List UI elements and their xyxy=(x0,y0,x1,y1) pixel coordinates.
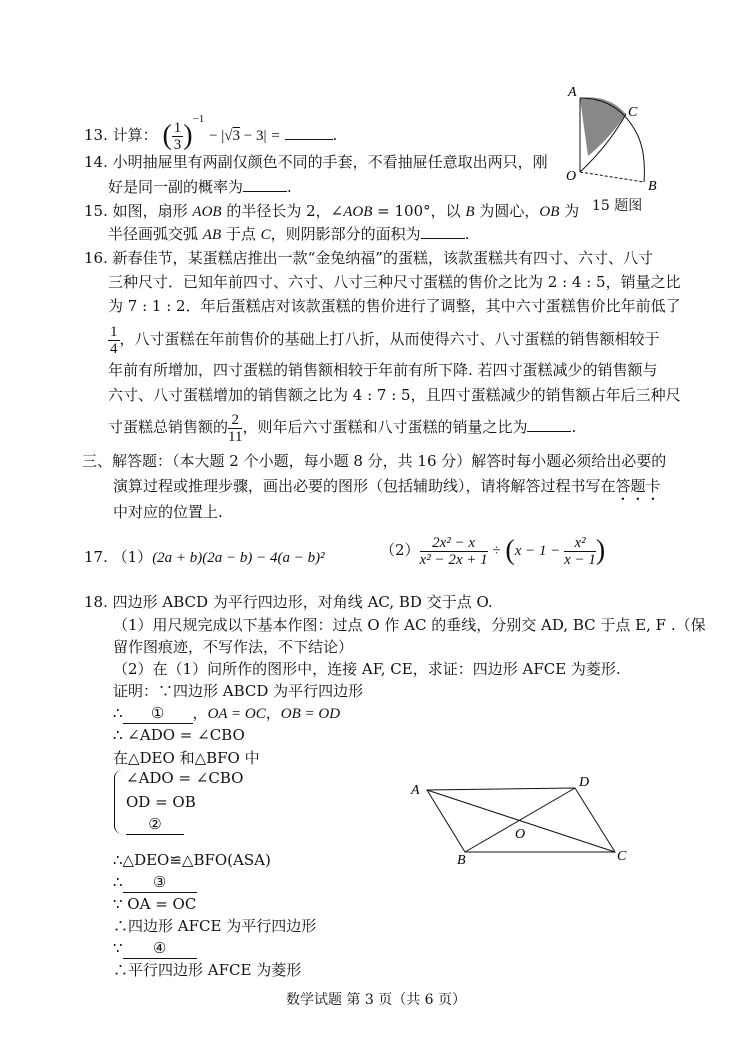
proof-line-7 xyxy=(113,872,197,893)
q15-t4: AOB xyxy=(343,204,373,220)
q18-line1: 18. 四边形 ABCD 为平行四边形，对角线 AC, BD 交于点 O. xyxy=(84,593,493,611)
proof-line-5: OD = OB xyxy=(126,793,196,811)
label-c: C xyxy=(617,849,627,864)
paren-open: ( xyxy=(162,120,172,151)
because-10: ∵ xyxy=(113,939,123,957)
label-b: B xyxy=(457,853,466,865)
division-sign: ÷ xyxy=(492,543,501,559)
q16-line5: 年前有所增加，四寸蛋糕的销售额相较于年前有所下降. 若四寸蛋糕减少的销售额与 xyxy=(108,361,658,379)
segment-ob xyxy=(580,172,644,182)
f1-den: x² − 2x + 1 xyxy=(419,551,488,568)
q17-part2-expression xyxy=(380,530,605,571)
q15-t12: 于点 xyxy=(221,225,261,243)
section-3-line1: 三、解答题：（本大题 2 个小题，每小题 8 分，共 16 分）解答时每小题必须给出必要的 xyxy=(82,452,667,470)
frac2-num: 2 xyxy=(228,412,242,429)
q16-line4-text: ，八寸蛋糕在年前售价的基础上打八折，从而使得六寸、八寸蛋糕的销售额相较于 xyxy=(119,330,660,348)
proof-brace xyxy=(114,770,123,834)
q17-fraction-2 xyxy=(564,535,596,568)
label-o: O xyxy=(566,169,577,184)
q15-end: . xyxy=(464,225,470,243)
figure-18-parallelogram xyxy=(405,770,630,865)
q14-answer-blank xyxy=(243,177,287,192)
q17-number: 17. xyxy=(84,548,108,566)
blank-2: ② xyxy=(126,814,184,835)
section-3-line3: 中对应的位置上. xyxy=(113,503,223,521)
q13-equals: = xyxy=(271,128,280,144)
q16-line7-a: 寸蛋糕总销售额的 xyxy=(108,418,229,436)
proof-line-2: ∴ ∠ADO = ∠CBO xyxy=(113,726,245,744)
proof-line-8: ∵ OA = OC xyxy=(113,895,197,913)
proof-line-6: ∴△DEO≌△BFO(ASA) xyxy=(113,851,271,869)
q15-t5: = 100°，以 xyxy=(372,202,466,220)
proof-line-11: ∴平行四边形 AFCE 为菱形 xyxy=(113,961,302,979)
sec3-line2-emphasis: 答题卡 xyxy=(615,477,661,495)
q17-expr1: (2a + b)(2a − b) − 4(a − b)² xyxy=(152,550,325,566)
q14-text: 好是同一副的概率为 xyxy=(108,178,244,196)
proof-line-10 xyxy=(113,938,197,959)
blank-1: ① xyxy=(123,703,193,724)
proof-line-3: 在△DEO 和△BFO 中 xyxy=(113,749,260,767)
q15-line1 xyxy=(84,201,579,222)
proof-line-4: ∠ADO = ∠CBO xyxy=(126,769,244,787)
label-o: O xyxy=(515,827,526,842)
label-c: C xyxy=(628,105,638,120)
page-footer: 数学试题 第 3 页（共 6 页） xyxy=(285,992,467,1008)
question-17 xyxy=(84,540,325,575)
q14-end: . xyxy=(287,178,292,196)
paren-left: ( xyxy=(505,535,515,566)
sec3-line2-a: 演算过程或推理步骤，画出必要的图形（包括辅助线），请将解答过程书写在 xyxy=(113,477,616,495)
question-13 xyxy=(84,107,337,153)
q16-answer-blank xyxy=(527,417,571,432)
q16-line3: 为 7 : 1 : 2．年后蛋糕店对该款蛋糕的售价进行了调整，其中六寸蛋糕售价比年前低了 xyxy=(108,297,681,315)
diagonal-ac xyxy=(427,790,615,852)
figure-15-sector xyxy=(560,86,670,196)
q15-answer-blank xyxy=(421,224,465,239)
diagonal-bd xyxy=(465,788,575,852)
q15-t9: 为 xyxy=(559,202,580,220)
proof-line-9: ∴四边形 AFCE 为平行四边形 xyxy=(113,917,317,935)
q16-end: . xyxy=(571,418,577,436)
q15-t13: C xyxy=(260,227,271,243)
q14-line2 xyxy=(108,177,292,197)
q16-line6: 六寸、八寸蛋糕增加的销售额之比为 4 : 7 : 5，且四寸蛋糕减少的销售额占年后三种尺 xyxy=(108,386,681,404)
q16-fraction-two-elevenths xyxy=(228,412,242,445)
q18-line2: （1）用尺规完成以下基本作图：过点 O 作 AC 的垂线，分别交 AD, BC 于点 E, F .（保 xyxy=(113,616,706,634)
q15-t1: 15. 如图，扇形 xyxy=(84,202,193,220)
proof-blank-2-line xyxy=(126,814,184,835)
q16-line7 xyxy=(108,410,576,445)
label-a: A xyxy=(568,86,577,100)
f2-den: x − 1 xyxy=(564,551,596,568)
q14-line1: 14. 小明抽屉里有两副仅颜色不同的手套，不看抽屉任意取出两只，刚 xyxy=(84,153,548,171)
label-a: A xyxy=(411,783,420,798)
q16-line1: 16. 新春佳节，某蛋糕店推出一款“金兔纳福”的蛋糕，该款蛋糕共有四寸、六寸、八寸 xyxy=(84,249,653,267)
q13-number: 13. xyxy=(84,126,108,144)
frac1-num: 1 xyxy=(110,323,118,340)
label-d: D xyxy=(579,775,590,790)
paren-close: ) xyxy=(183,120,193,151)
q16-fraction-quarter xyxy=(108,324,120,357)
q17-part1: （1） xyxy=(112,548,153,566)
f1-num: 2x² − x xyxy=(420,535,488,552)
q13-exponent: −1 xyxy=(192,113,205,125)
proof-line-1: ∴ ① ，OA = OC，OB = OD xyxy=(113,704,341,722)
q13-end: . xyxy=(332,126,338,144)
q15-t7: 为圆心， xyxy=(474,202,540,220)
q15-t10: 半径画弧交弧 xyxy=(108,225,203,243)
minus-abs-expression: − |√3 − 3| xyxy=(209,128,267,144)
q15-line2 xyxy=(108,224,469,245)
q15-t14: ，则阴影部分的面积为 xyxy=(270,225,421,243)
q17-fraction-1 xyxy=(420,535,488,568)
q18-line3: 留作图痕迹，不写作法，不下结论） xyxy=(113,638,354,656)
section-3-line2 xyxy=(113,476,661,504)
frac2-den: 11 xyxy=(228,428,243,445)
blank-4: ④ xyxy=(123,938,197,959)
frac1-den: 4 xyxy=(110,340,118,357)
q17-mid: x − 1 − xyxy=(514,543,565,559)
q13-label: 计算： xyxy=(112,126,158,144)
paren-right: ) xyxy=(595,535,606,566)
q15-t3: 的半径长为 2，∠ xyxy=(221,202,344,220)
q15-t6: B xyxy=(465,204,475,220)
label-b: B xyxy=(648,179,657,194)
q13-answer-blank xyxy=(285,125,333,140)
q16-line7-b: ，则年后六寸蛋糕和八寸蛋糕的销量之比为 xyxy=(242,418,528,436)
q17-part2: （2） xyxy=(380,541,420,559)
one-third-fraction: $\frac{1}{3}$ xyxy=(173,119,182,153)
proof-line-0: 证明：∵四边形 ABCD 为平行四边形 xyxy=(113,682,364,700)
q18-line4: （2）在（1）问所作的图形中，连接 AF, CE，求证：四边形 AFCE 为菱形. xyxy=(113,660,621,678)
blank-3: ③ xyxy=(123,872,197,893)
q16-line2: 三种尺寸．已知年前四寸、六寸、八寸三种尺寸蛋糕的售价之比为 2 : 4 : 5，销量之比 xyxy=(108,273,681,291)
q15-t2: AOB xyxy=(192,204,222,220)
q15-t8: OB xyxy=(539,204,560,220)
figure-15-caption: 15 题图 xyxy=(592,198,643,214)
therefore-7: ∴ xyxy=(113,873,123,891)
q15-t11: AB xyxy=(202,227,222,243)
f2-num: x² xyxy=(564,535,596,552)
q16-line4 xyxy=(108,322,660,357)
